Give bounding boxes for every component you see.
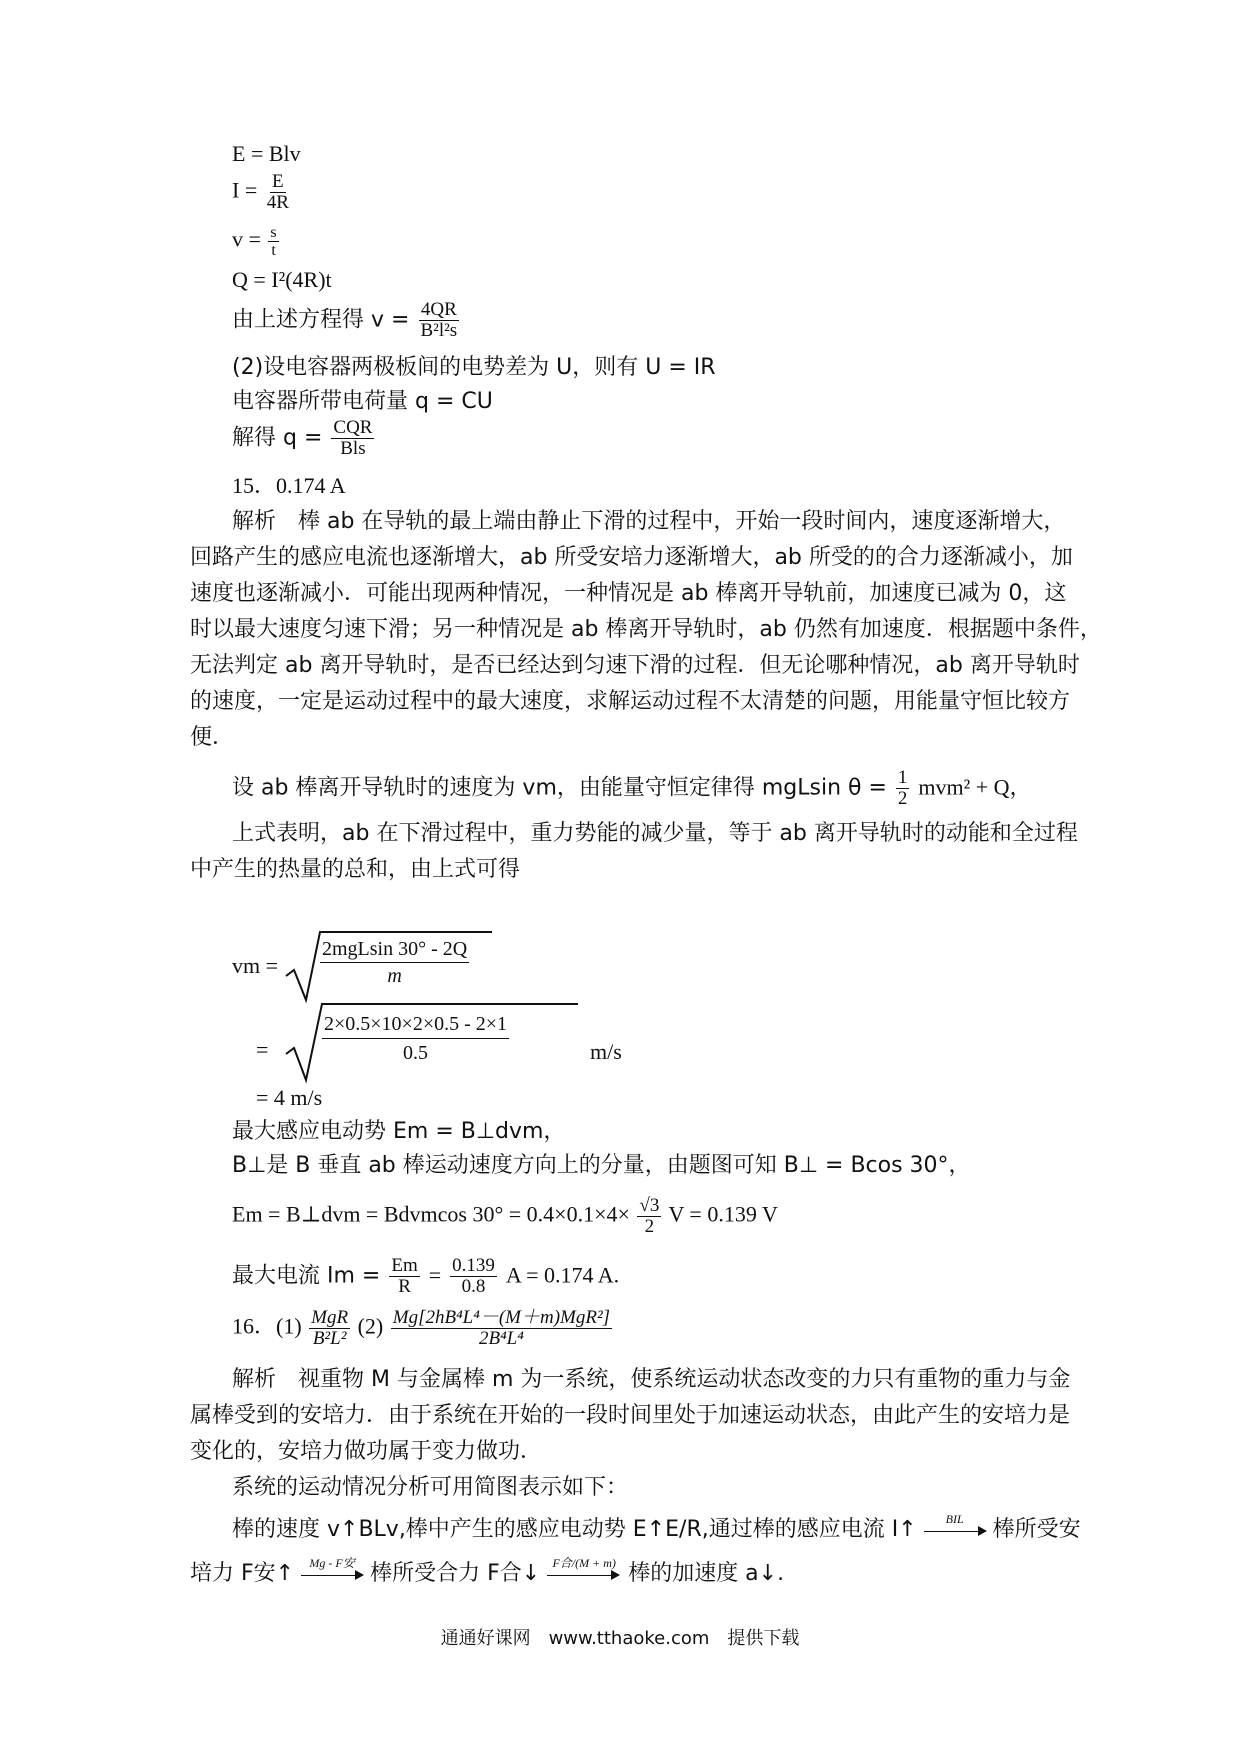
sqrt-fraction — [322, 1010, 509, 1067]
numerator: √3 — [639, 1195, 660, 1216]
numerator: CQR — [333, 417, 373, 438]
eq-current — [232, 172, 293, 213]
analysis-energy-line1: 上式表明，ab 在下滑过程中，重力势能的减少量，等于 ab 离开导轨时的动能和全过程 — [232, 821, 1078, 846]
text: mvm² + Q， — [918, 774, 1032, 800]
chain-line2 — [190, 1556, 785, 1588]
numerator: Em — [391, 1255, 418, 1276]
eq-heat: Q = I²(4R)t — [232, 267, 332, 292]
text: 棒所受安 — [992, 1517, 1081, 1542]
arrow-label: BIL — [945, 1512, 964, 1526]
eq-emf: E = Blv — [232, 141, 301, 166]
numerator: 1 — [897, 767, 908, 788]
eq-lhs: v = — [232, 226, 261, 252]
text: 棒所受合力 F合↓ — [370, 1561, 541, 1586]
denominator: 4R — [266, 192, 289, 213]
analysis-16-line1: 解析 视重物 M 与金属棒 m 为一系统，使系统运动状态改变的力只有重物的重力与金 — [232, 1367, 1071, 1392]
analysis-16-line4: 系统的运动情况分析可用简图表示如下： — [232, 1475, 629, 1500]
b-perp: B⊥是 B 垂直 ab 棒运动速度方向上的分量，由题图可知 B⊥ = Bcos 30°， — [232, 1153, 971, 1178]
denominator: R — [398, 1276, 411, 1297]
fraction — [896, 768, 910, 809]
line-capacitor: 电容器所带电荷量 q = CU — [232, 389, 493, 414]
fraction — [450, 1256, 497, 1297]
arrow-label: F合/(M + m) — [552, 1556, 616, 1570]
arrow-label: Mg - F安 — [309, 1556, 355, 1570]
denominator: 2B⁴L⁴ — [478, 1328, 524, 1349]
energy-conservation — [232, 768, 1032, 809]
unit: m/s — [590, 1039, 622, 1064]
text: V = 0.139 V — [668, 1201, 778, 1227]
denominator: 2 — [897, 788, 908, 809]
fraction — [309, 1308, 350, 1349]
fraction — [265, 172, 291, 213]
emf-calc — [232, 1196, 778, 1237]
eq-lhs: I = — [232, 177, 258, 203]
fraction — [268, 224, 278, 259]
sqrt-fraction — [320, 936, 469, 989]
text: 棒的速度 v↑BLv,棒中产生的感应电动势 E↑E/R,通过棒的感应电流 I↑ — [232, 1517, 917, 1542]
text: 棒的加速度 a↓. — [628, 1561, 785, 1586]
denominator: 2 — [644, 1216, 655, 1237]
max-emf: 最大感应电动势 Em = B⊥dvm， — [232, 1119, 566, 1144]
numerator: MgR — [311, 1307, 349, 1328]
analysis-15-line5: 无法判定 ab 离开导轨时，是否已经达到匀速下滑的过程．但无论哪种情况，ab 离开导轨时 — [190, 653, 1080, 678]
analysis-energy-line2: 中产生的热量的总和，由上式可得 — [190, 857, 521, 882]
arrow-shaft — [301, 1575, 357, 1576]
line-part2: (2)设电容器两极板间的电势差为 U，则有 U = IR — [232, 355, 716, 380]
text: 最大电流 Im = — [232, 1263, 381, 1289]
sqrt2-lhs: = — [256, 1037, 269, 1062]
arrow-shaft — [547, 1575, 613, 1576]
eq-result-v — [232, 300, 461, 341]
denominator: 0.5 — [403, 1042, 429, 1064]
text: = — [428, 1262, 442, 1288]
arrow-shaft — [924, 1531, 980, 1532]
eq-velocity — [232, 224, 281, 259]
text: 16．(1) — [232, 1313, 302, 1339]
sqrt-lhs: vm = — [232, 953, 279, 978]
text: 由上述方程得 v = — [232, 307, 410, 333]
text: 培力 F安↑ — [190, 1561, 295, 1586]
denominator: t — [271, 242, 276, 259]
numerator: 2mgLsin 30° - 2Q — [320, 936, 469, 963]
denominator: m — [387, 965, 402, 987]
text: 解得 q = — [232, 425, 323, 451]
arrow-head-icon — [355, 1570, 364, 1580]
fraction — [391, 1308, 612, 1349]
analysis-15-line4: 时以最大速度匀速下滑；另一种情况是 ab 棒离开导轨时，ab 仍然有加速度．根据题中条件， — [190, 617, 1102, 642]
denominator: Bls — [340, 438, 366, 459]
analysis-15-line7: 便． — [190, 725, 235, 750]
text: (2) — [357, 1313, 384, 1339]
fraction — [389, 1256, 419, 1297]
arrow-head-icon — [611, 1570, 620, 1580]
numerator: 2×0.5×10×2×0.5 - 2×1 — [322, 1010, 509, 1039]
fraction — [331, 418, 374, 459]
denominator: B²l²s — [420, 320, 458, 341]
numerator: 4QR — [420, 299, 457, 320]
analysis-15-line3: 速度也逐渐减小．可能出现两种情况，一种情况是 ab 棒离开导轨前，加速度已减为 0，这 — [190, 581, 1067, 606]
arrow-with-label — [924, 1512, 986, 1541]
arrow-with-label — [547, 1556, 621, 1585]
numerator: s — [270, 224, 277, 241]
numerator: 0.139 — [452, 1255, 495, 1276]
analysis-16-line3: 变化的，安培力做功属于变力做功． — [190, 1439, 543, 1464]
result-vm: = 4 m/s — [256, 1085, 323, 1110]
analysis-15-line1: 解析 棒 ab 在导轨的最上端由静止下滑的过程中，开始一段时间内，速度逐渐增大， — [232, 509, 1066, 534]
answer-16 — [232, 1308, 614, 1349]
chain-line1 — [232, 1512, 1081, 1544]
numerator: Mg[2hB⁴L⁴－(M＋m)MgR²] — [392, 1307, 611, 1328]
arrow-head-icon — [978, 1526, 987, 1536]
fraction — [637, 1196, 661, 1237]
denominator: B²L² — [312, 1328, 347, 1349]
text: Em = B⊥dvm = Bdvmcos 30° = 0.4×0.1×4× — [232, 1201, 630, 1227]
analysis-16-line2: 属棒受到的安培力．由于系统在开始的一段时间里处于加速运动状态，由此产生的安培力是 — [190, 1403, 1071, 1428]
text: A = 0.174 A. — [505, 1262, 620, 1288]
max-current — [232, 1256, 619, 1297]
fraction — [418, 300, 459, 341]
numerator: E — [272, 171, 284, 192]
arrow-with-label — [301, 1556, 363, 1585]
analysis-15-line6: 的速度，一定是运动过程中的最大速度，求解运动过程不太清楚的问题，用能量守恒比较方 — [190, 689, 1071, 714]
page-footer: 通通好课网 www.tthaoke.com 提供下载 — [440, 1628, 800, 1649]
denominator: 0.8 — [461, 1276, 486, 1297]
answer-15: 15．0.174 A — [232, 473, 346, 498]
analysis-15-line2: 回路产生的感应电流也逐渐增大，ab 所受安培力逐渐增大，ab 所受的的合力逐渐减小，加 — [190, 545, 1073, 570]
eq-result-q — [232, 418, 376, 459]
text: 设 ab 棒离开导轨时的速度为 vm，由能量守恒定律得 mgLsin θ = — [232, 775, 887, 801]
